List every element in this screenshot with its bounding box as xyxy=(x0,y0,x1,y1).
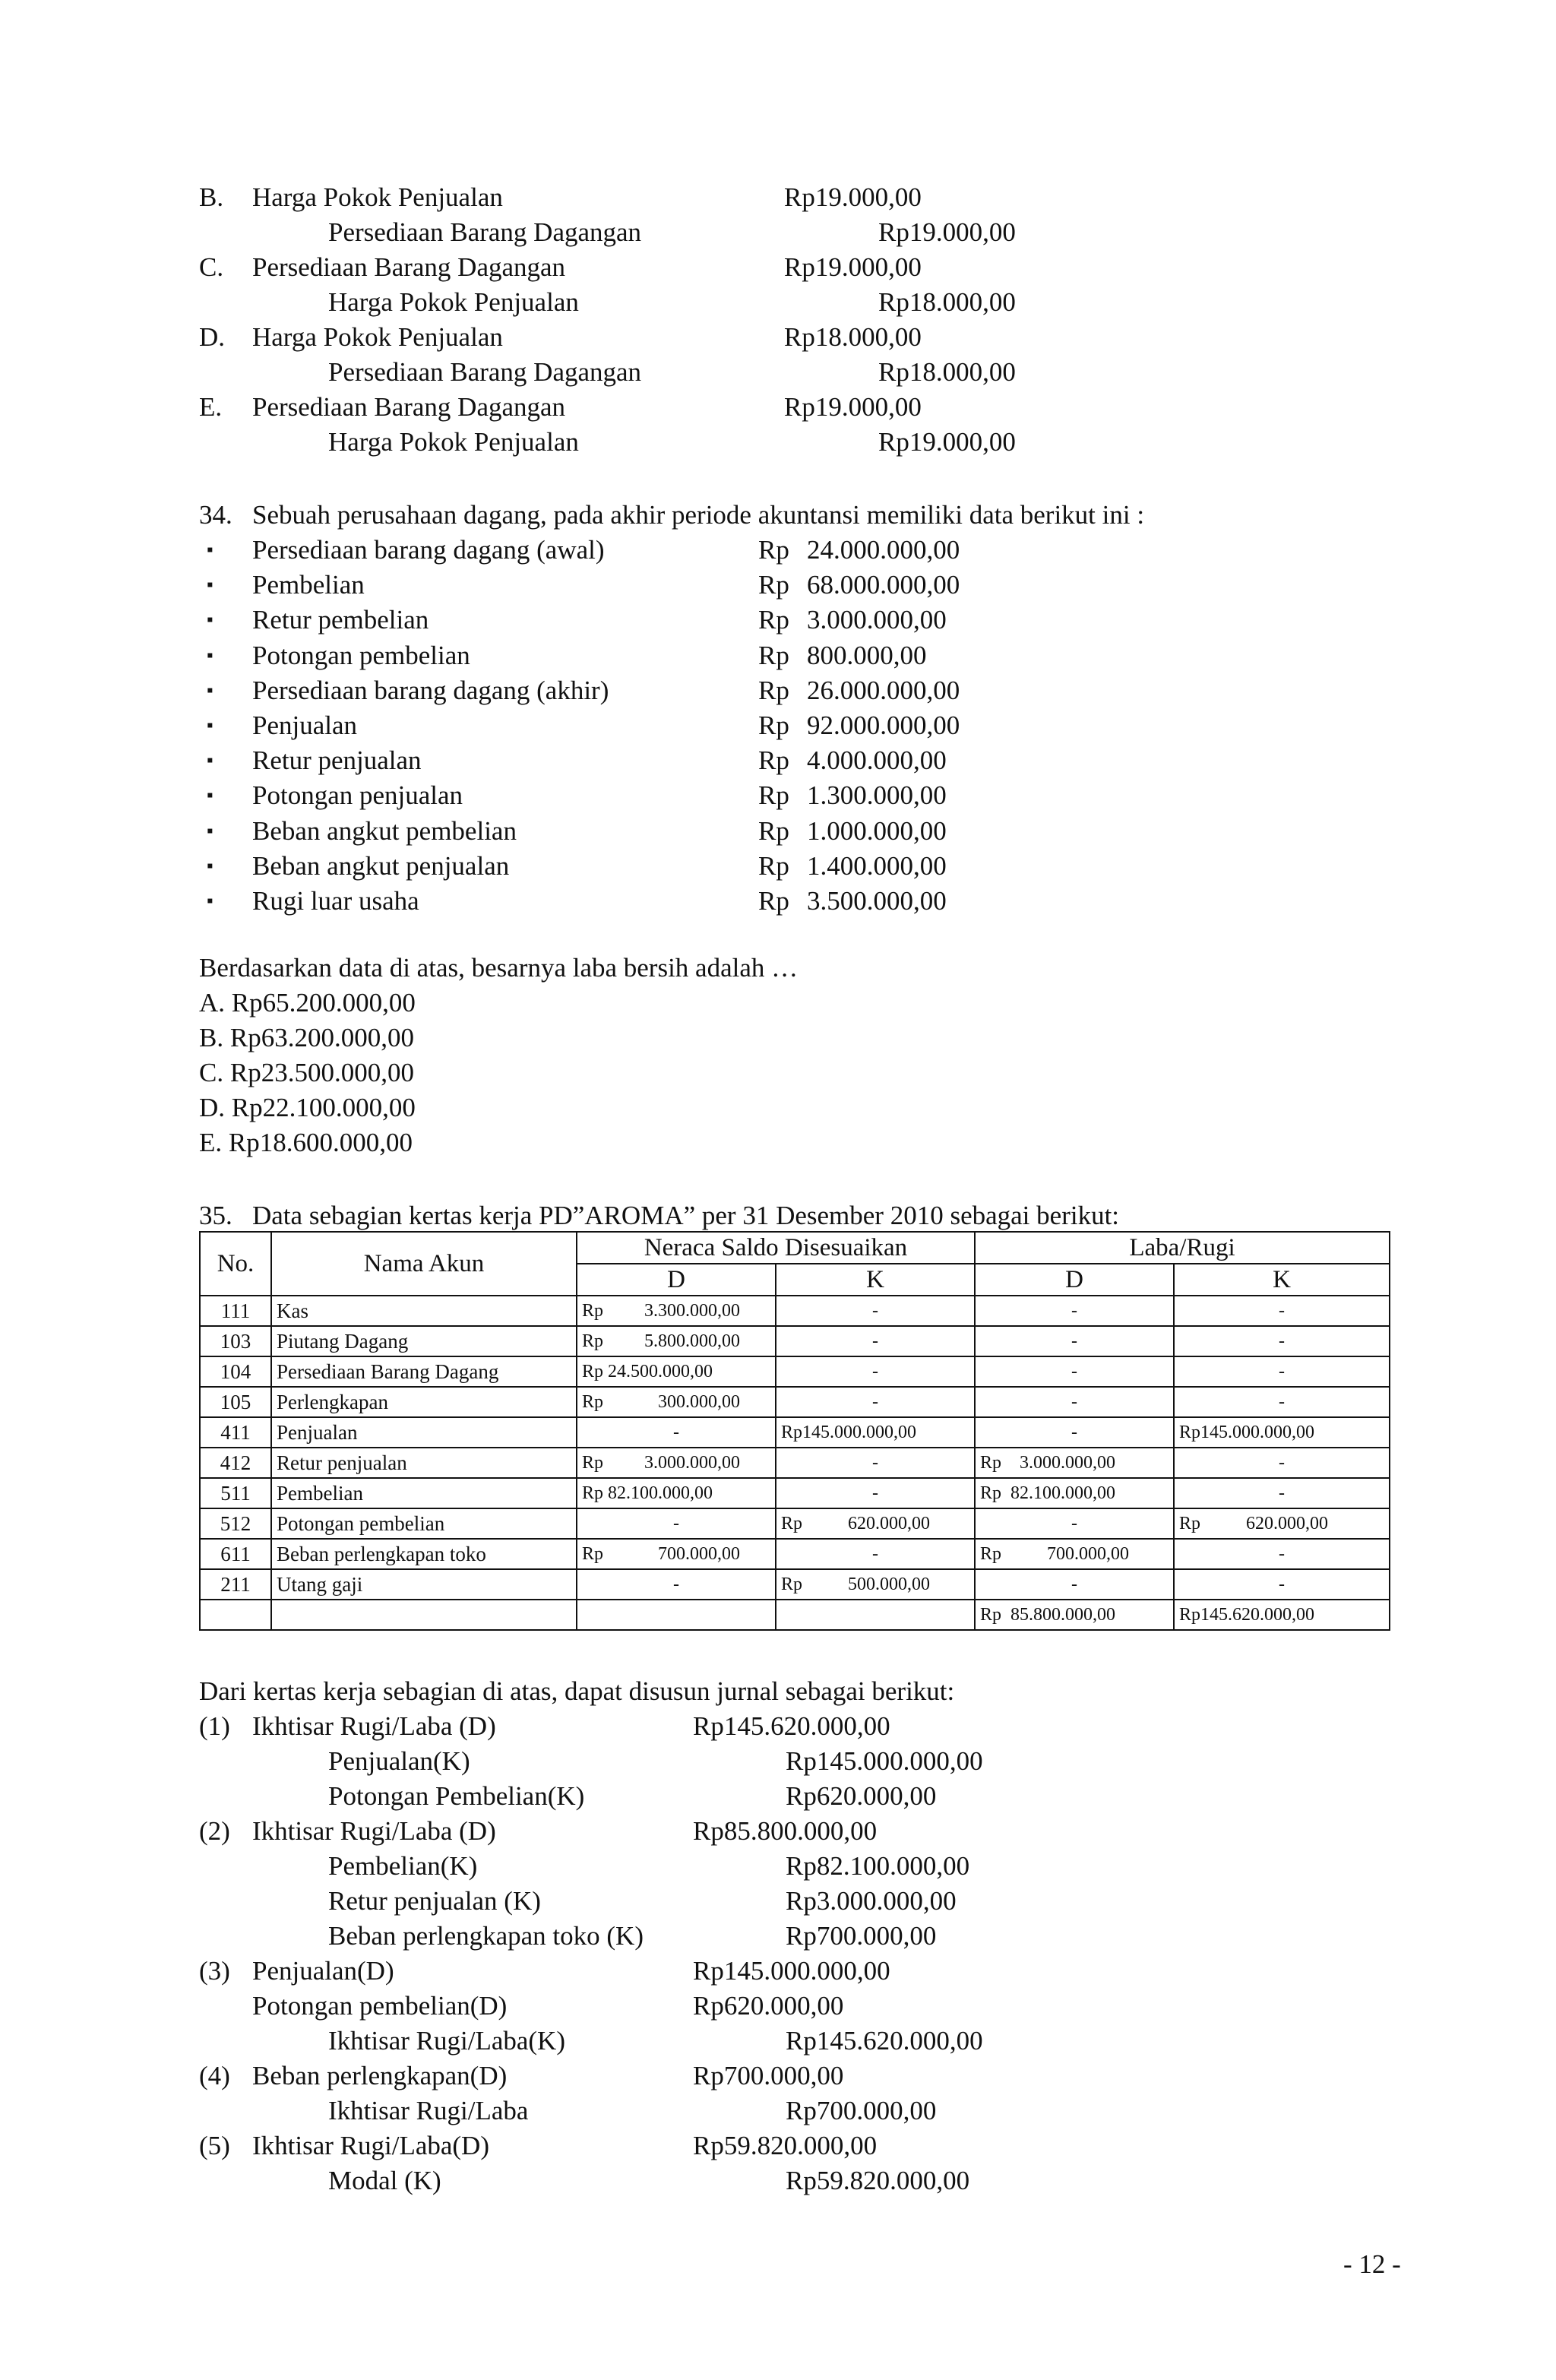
journal-entry-number: (4) xyxy=(199,2061,230,2090)
cell-amount: 300.000,00 xyxy=(658,1391,740,1412)
q34-item-currency: Rp xyxy=(758,675,789,705)
journal-account: Pembelian(K) xyxy=(328,1851,478,1881)
cell-debit-balance-split xyxy=(582,1453,770,1473)
q34-item-amount: 4.000.000,00 xyxy=(807,745,947,776)
q34-item-currency: Rp xyxy=(758,711,789,740)
q34-item-name: Persediaan barang dagang (akhir) xyxy=(252,675,609,705)
q33-option-c-debit-amount: Rp19.000,00 xyxy=(784,252,922,282)
q34-item-amount: 68.000.000,00 xyxy=(807,570,960,600)
journal-account: Penjualan(D) xyxy=(252,1956,394,1986)
cell-debit-balance xyxy=(577,1326,776,1356)
journal-amount: Rp700.000,00 xyxy=(786,1921,937,1951)
worksheet-body xyxy=(200,1296,1390,1600)
q33-option-e-debit-account: Persediaan Barang Dagangan xyxy=(252,392,566,422)
q33-option-b-label: B. xyxy=(199,182,224,212)
total-d2: Rp 85.800.000,00 xyxy=(975,1600,1174,1630)
cell-credit-profit-loss: - xyxy=(1174,1478,1390,1508)
table-row xyxy=(200,1296,1390,1326)
journal-account: Ikhtisar Rugi/Laba (D) xyxy=(252,1816,496,1846)
q34-item-amount: 24.000.000,00 xyxy=(807,535,960,565)
q34-number: 34. xyxy=(199,500,232,530)
header-adjusted-trial-balance: Neraca Saldo Disesuaikan xyxy=(577,1232,975,1264)
q34-item-name: Persediaan barang dagang (awal) xyxy=(252,535,605,565)
journal-entry-number: (3) xyxy=(199,1956,230,1986)
q33-option-d-credit-amount: Rp18.000,00 xyxy=(878,357,1016,387)
q33-option-d-debit-amount: Rp18.000,00 xyxy=(784,322,922,352)
journal-amount: Rp82.100.000,00 xyxy=(786,1851,970,1881)
cell-credit-profit-loss: - xyxy=(1174,1569,1390,1600)
q33-option-b-debit-amount: Rp19.000,00 xyxy=(784,182,922,212)
q35-intro: Data sebagian kertas kerja PD”AROMA” per 31 Desember 2010 sebagai berikut: xyxy=(252,1201,1120,1230)
journal-amount: Rp700.000,00 xyxy=(693,2061,844,2090)
q34-item-currency: Rp xyxy=(758,640,789,670)
cell-debit-profit-loss: Rp 82.100.000,00 xyxy=(975,1478,1174,1508)
cell-credit-profit-loss: Rp145.000.000,00 xyxy=(1174,1417,1390,1448)
cell-debit-profit-loss: - xyxy=(975,1387,1174,1417)
cell-currency: Rp xyxy=(582,1331,604,1351)
cell-debit-profit-loss: - xyxy=(975,1508,1174,1539)
page-number: - 12 - xyxy=(1343,2249,1401,2279)
q33-option-d-credit-account: Persediaan Barang Dagangan xyxy=(328,357,642,387)
q34-option-a: A. Rp65.200.000,00 xyxy=(199,988,416,1018)
q34-option-d: D. Rp22.100.000,00 xyxy=(199,1093,416,1122)
q34-question: Berdasarkan data di atas, besarnya laba bersih adalah … xyxy=(199,953,799,983)
journal-account: Penjualan(K) xyxy=(328,1746,470,1776)
journal-account: Modal (K) xyxy=(328,2166,441,2195)
header-k2: K xyxy=(1174,1264,1390,1296)
cell-debit-balance-value: - xyxy=(673,1574,679,1594)
cell-currency: Rp xyxy=(582,1300,604,1321)
bullet-icon: ▪ xyxy=(207,786,213,806)
cell-credit-profit-loss: - xyxy=(1174,1326,1390,1356)
journal-amount: Rp59.820.000,00 xyxy=(693,2131,878,2160)
bullet-icon: ▪ xyxy=(207,821,213,841)
table-row xyxy=(200,1569,1390,1600)
cell-debit-balance xyxy=(577,1508,776,1539)
q34-intro-wrap xyxy=(199,498,1144,532)
cell-account-name: Perlengkapan xyxy=(271,1387,577,1417)
cell-debit-balance-split xyxy=(582,1392,770,1413)
cell-debit-balance xyxy=(577,1387,776,1417)
bullet-icon: ▪ xyxy=(207,645,213,666)
cell-credit-balance: - xyxy=(776,1448,975,1478)
bullet-icon: ▪ xyxy=(207,540,213,560)
journal-entry-number: (5) xyxy=(199,2131,230,2160)
table-row xyxy=(200,1539,1390,1569)
q34-item-amount: 800.000,00 xyxy=(807,640,927,670)
cell-account-no: 511 xyxy=(200,1478,271,1508)
cell-account-name: Pembelian xyxy=(271,1478,577,1508)
cell-credit-profit-loss: Rp 620.000,00 xyxy=(1174,1508,1390,1539)
journal-account: Ikhtisar Rugi/Laba(D) xyxy=(252,2131,489,2160)
journal-amount: Rp620.000,00 xyxy=(693,1991,844,2021)
table-row xyxy=(200,1417,1390,1448)
cell-amount: 3.000.000,00 xyxy=(644,1452,740,1473)
cell-credit-balance: Rp 500.000,00 xyxy=(776,1569,975,1600)
cell-debit-profit-loss: - xyxy=(975,1417,1174,1448)
cell-amount: 5.800.000,00 xyxy=(644,1331,740,1351)
cell-amount: 700.000,00 xyxy=(658,1543,740,1564)
q34-item-amount: 3.500.000,00 xyxy=(807,886,947,916)
journal-account: Beban perlengkapan(D) xyxy=(252,2061,508,2090)
q33-option-e-debit-amount: Rp19.000,00 xyxy=(784,392,922,422)
worksheet-table xyxy=(199,1231,1390,1631)
total-empty-2 xyxy=(271,1600,577,1630)
cell-credit-balance: - xyxy=(776,1387,975,1417)
q33-option-e-credit-amount: Rp19.000,00 xyxy=(878,427,1016,457)
cell-currency: Rp xyxy=(582,1452,604,1473)
cell-account-name: Utang gaji xyxy=(271,1569,577,1600)
cell-account-no: 411 xyxy=(200,1417,271,1448)
q33-option-b-credit-amount: Rp19.000,00 xyxy=(878,217,1016,247)
cell-account-name: Beban perlengkapan toko xyxy=(271,1539,577,1569)
cell-debit-balance-value: Rp 24.500.000,00 xyxy=(582,1361,713,1381)
cell-account-no: 103 xyxy=(200,1326,271,1356)
cell-credit-balance: - xyxy=(776,1478,975,1508)
worksheet-table-wrap xyxy=(199,1231,1389,1631)
cell-credit-profit-loss: - xyxy=(1174,1539,1390,1569)
total-k2: Rp145.620.000,00 xyxy=(1174,1600,1390,1630)
journal-amount: Rp85.800.000,00 xyxy=(693,1816,878,1846)
header-d2: D xyxy=(975,1264,1174,1296)
cell-debit-balance xyxy=(577,1296,776,1326)
cell-debit-balance-split xyxy=(582,1331,770,1352)
q33-option-c-debit-account: Persediaan Barang Dagangan xyxy=(252,252,566,282)
header-k1: K xyxy=(776,1264,975,1296)
q33-option-d-debit-account: Harga Pokok Penjualan xyxy=(252,322,503,352)
cell-account-name: Kas xyxy=(271,1296,577,1326)
cell-credit-balance: Rp 620.000,00 xyxy=(776,1508,975,1539)
table-header-row-1 xyxy=(200,1232,1390,1264)
cell-credit-profit-loss: - xyxy=(1174,1448,1390,1478)
header-profit-loss: Laba/Rugi xyxy=(975,1232,1390,1264)
q34-item-name: Beban angkut pembelian xyxy=(252,815,517,846)
q34-option-b: B. Rp63.200.000,00 xyxy=(199,1023,414,1052)
journal-intro: Dari kertas kerja sebagian di atas, dapat disusun jurnal sebagai berikut: xyxy=(199,1676,955,1706)
cell-account-no: 611 xyxy=(200,1539,271,1569)
table-row xyxy=(200,1508,1390,1539)
journal-amount: Rp620.000,00 xyxy=(786,1781,937,1811)
q33-option-b-credit-account: Persediaan Barang Dagangan xyxy=(328,217,642,247)
table-row xyxy=(200,1478,1390,1508)
q34-item-currency: Rp xyxy=(758,745,789,776)
cell-debit-profit-loss: Rp 3.000.000,00 xyxy=(975,1448,1174,1478)
bullet-icon: ▪ xyxy=(207,575,213,596)
cell-credit-profit-loss: - xyxy=(1174,1356,1390,1387)
journal-amount: Rp145.000.000,00 xyxy=(786,1746,983,1776)
q34-item-currency: Rp xyxy=(758,886,789,916)
cell-debit-profit-loss: - xyxy=(975,1356,1174,1387)
cell-debit-balance xyxy=(577,1417,776,1448)
cell-debit-balance-value: - xyxy=(673,1422,679,1442)
q34-item-amount: 1.000.000,00 xyxy=(807,815,947,846)
cell-account-name: Persediaan Barang Dagang xyxy=(271,1356,577,1387)
cell-debit-profit-loss: - xyxy=(975,1569,1174,1600)
bullet-icon: ▪ xyxy=(207,716,213,736)
cell-amount: 3.300.000,00 xyxy=(644,1300,740,1321)
cell-credit-balance: Rp145.000.000,00 xyxy=(776,1417,975,1448)
cell-currency: Rp xyxy=(582,1543,604,1564)
cell-account-no: 111 xyxy=(200,1296,271,1326)
cell-credit-profit-loss: - xyxy=(1174,1296,1390,1326)
cell-debit-balance xyxy=(577,1356,776,1387)
q34-item-currency: Rp xyxy=(758,815,789,846)
cell-credit-balance: - xyxy=(776,1539,975,1569)
cell-credit-profit-loss: - xyxy=(1174,1387,1390,1417)
header-d1: D xyxy=(577,1264,776,1296)
table-row xyxy=(200,1356,1390,1387)
q34-item-amount: 3.000.000,00 xyxy=(807,605,947,635)
header-account-name: Nama Akun xyxy=(271,1232,577,1296)
q34-item-amount: 1.400.000,00 xyxy=(807,850,947,881)
cell-debit-balance xyxy=(577,1478,776,1508)
journal-account: Beban perlengkapan toko (K) xyxy=(328,1921,644,1951)
q34-item-name: Beban angkut penjualan xyxy=(252,850,510,881)
header-no: No. xyxy=(200,1232,271,1296)
cell-debit-balance xyxy=(577,1569,776,1600)
cell-debit-profit-loss: - xyxy=(975,1326,1174,1356)
q34-item-name: Potongan penjualan xyxy=(252,780,463,811)
q34-item-amount: 26.000.000,00 xyxy=(807,675,960,705)
bullet-icon: ▪ xyxy=(207,751,213,771)
journal-entry-number: (1) xyxy=(199,1711,230,1741)
q34-item-currency: Rp xyxy=(758,850,789,881)
q34-item-name: Retur pembelian xyxy=(252,605,429,635)
q33-option-c-credit-amount: Rp18.000,00 xyxy=(878,287,1016,317)
table-total-row xyxy=(200,1600,1390,1630)
journal-account: Ikhtisar Rugi/Laba (D) xyxy=(252,1711,496,1741)
q34-item-name: Potongan pembelian xyxy=(252,640,470,670)
q34-item-name: Penjualan xyxy=(252,711,358,740)
journal-account: Ikhtisar Rugi/Laba xyxy=(328,2096,529,2125)
cell-debit-profit-loss: Rp 700.000,00 xyxy=(975,1539,1174,1569)
q33-option-d-label: D. xyxy=(199,322,226,352)
q34-item-amount: 1.300.000,00 xyxy=(807,780,947,811)
cell-account-no: 211 xyxy=(200,1569,271,1600)
q34-item-name: Retur penjualan xyxy=(252,745,422,776)
journal-account: Ikhtisar Rugi/Laba(K) xyxy=(328,2026,565,2056)
q33-option-c-label: C. xyxy=(199,252,224,282)
cell-account-name: Penjualan xyxy=(271,1417,577,1448)
cell-account-name: Retur penjualan xyxy=(271,1448,577,1478)
q34-item-amount: 92.000.000,00 xyxy=(807,711,960,740)
bullet-icon: ▪ xyxy=(207,856,213,876)
bullet-icon: ▪ xyxy=(207,610,213,631)
total-empty-1 xyxy=(200,1600,271,1630)
cell-debit-profit-loss: - xyxy=(975,1296,1174,1326)
cell-account-name: Piutang Dagang xyxy=(271,1326,577,1356)
journal-account: Retur penjualan (K) xyxy=(328,1886,541,1916)
table-row xyxy=(200,1326,1390,1356)
total-empty-3 xyxy=(577,1600,776,1630)
q33-option-b-debit-account: Harga Pokok Penjualan xyxy=(252,182,503,212)
cell-debit-balance-split xyxy=(582,1301,770,1321)
cell-debit-balance xyxy=(577,1539,776,1569)
cell-credit-balance: - xyxy=(776,1356,975,1387)
journal-amount: Rp700.000,00 xyxy=(786,2096,937,2125)
cell-debit-balance-value: - xyxy=(673,1513,679,1533)
q34-item-currency: Rp xyxy=(758,570,789,600)
table-row xyxy=(200,1448,1390,1478)
cell-account-no: 412 xyxy=(200,1448,271,1478)
q34-option-e: E. Rp18.600.000,00 xyxy=(199,1128,413,1157)
journal-amount: Rp145.620.000,00 xyxy=(786,2026,983,2056)
journal-entry-number: (2) xyxy=(199,1816,230,1846)
journal-account: Potongan pembelian(D) xyxy=(252,1991,508,2021)
q35-number: 35. xyxy=(199,1201,232,1230)
cell-debit-balance-value: Rp 82.100.000,00 xyxy=(582,1483,713,1503)
journal-amount: Rp59.820.000,00 xyxy=(786,2166,970,2195)
cell-credit-balance: - xyxy=(776,1296,975,1326)
journal-amount: Rp145.620.000,00 xyxy=(693,1711,890,1741)
journal-amount: Rp3.000.000,00 xyxy=(786,1886,957,1916)
cell-currency: Rp xyxy=(582,1391,604,1412)
q34-option-c: C. Rp23.500.000,00 xyxy=(199,1058,414,1087)
bullet-icon: ▪ xyxy=(207,891,213,911)
q34-item-name: Pembelian xyxy=(252,570,365,600)
total-empty-4 xyxy=(776,1600,975,1630)
q34-item-name: Rugi luar usaha xyxy=(252,886,419,916)
table-row xyxy=(200,1387,1390,1417)
cell-account-no: 105 xyxy=(200,1387,271,1417)
q33-option-e-label: E. xyxy=(199,392,223,422)
cell-credit-balance: - xyxy=(776,1326,975,1356)
cell-account-no: 104 xyxy=(200,1356,271,1387)
q34-item-currency: Rp xyxy=(758,780,789,811)
q34-item-currency: Rp xyxy=(758,535,789,565)
cell-account-no: 512 xyxy=(200,1508,271,1539)
cell-debit-balance-split xyxy=(582,1544,770,1565)
bullet-icon: ▪ xyxy=(207,680,213,701)
q33-option-e-credit-account: Harga Pokok Penjualan xyxy=(328,427,579,457)
q33-option-c-credit-account: Harga Pokok Penjualan xyxy=(328,287,579,317)
journal-account: Potongan Pembelian(K) xyxy=(328,1781,585,1811)
cell-debit-balance xyxy=(577,1448,776,1478)
q34-item-currency: Rp xyxy=(758,605,789,635)
q34-intro: Sebuah perusahaan dagang, pada akhir periode akuntansi memiliki data berikut ini : xyxy=(252,500,1145,530)
cell-account-name: Potongan pembelian xyxy=(271,1508,577,1539)
journal-amount: Rp145.000.000,00 xyxy=(693,1956,890,1986)
